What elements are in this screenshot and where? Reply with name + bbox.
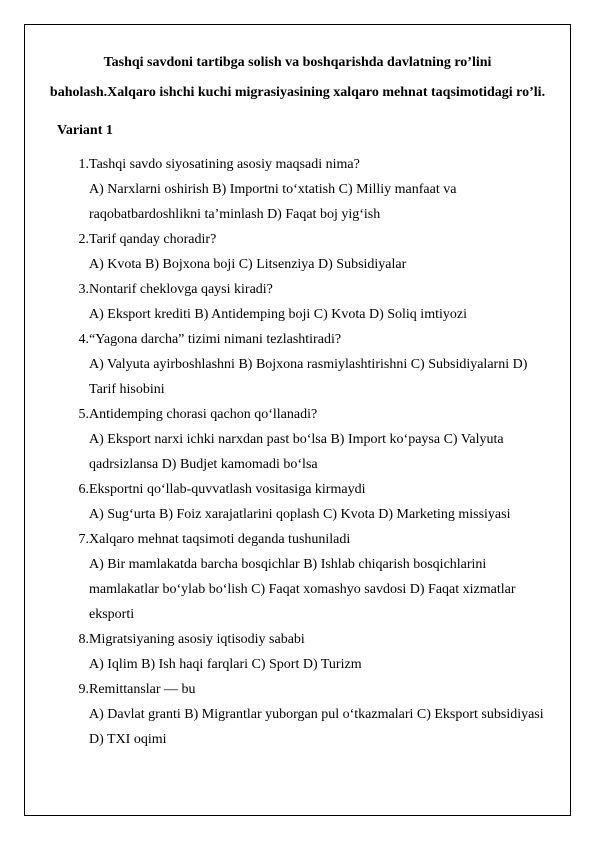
answer-options: A) Eksport krediti B) Antidemping boji C) Kvota D) Soliq imtiyozi — [89, 307, 467, 322]
question-text: Tarif qanday choradir? — [89, 232, 217, 247]
question-text: Nontarif cheklovga qaysi kiradi? — [89, 282, 273, 297]
answer-options: A) Narxlarni oshirish B) Importni to‘xtatish C) Milliy manfaat va — [89, 182, 457, 197]
question-text: Migratsiyaning asosiy iqtisodiy sababi — [89, 632, 305, 647]
answer-options: eksporti — [89, 607, 135, 622]
question-number: 8. — [78, 632, 89, 647]
answer-options: A) Bir mamlakatda barcha bosqichlar B) Ishlab chiqarish bosqichlarini — [89, 557, 487, 572]
question-number: 3. — [78, 282, 89, 297]
document-title-line-1: Tashqi savdoni tartibga solish va boshqarishda davlatning ro’lini — [103, 55, 492, 70]
question-text: Xalqaro mehnat taqsimoti deganda tushuniladi — [89, 532, 351, 547]
document-page — [24, 24, 571, 816]
answer-options: mamlakatlar bo‘ylab bo‘lish C) Faqat xomashyo savdosi D) Faqat xizmatlar — [89, 582, 516, 597]
question-number: 1. — [78, 157, 89, 172]
question-number: 6. — [78, 482, 89, 497]
question-number: 7. — [78, 532, 89, 547]
question-number: 5. — [78, 407, 89, 422]
question-text: Remittanslar — bu — [89, 682, 196, 697]
answer-options: D) TXI oqimi — [89, 732, 167, 747]
document-title-line-2: baholash.Xalqaro ishchi kuchi migrasiyasining xalqaro mehnat taqsimotidagi ro’li. — [49, 85, 546, 100]
answer-options: A) Valyuta ayirboshlashni B) Bojxona rasmiylashtirishni C) Subsidiyalarni D) — [89, 357, 528, 372]
answer-options: A) Sug‘urta B) Foiz xarajatlarini qoplash C) Kvota D) Marketing missiyasi — [89, 507, 511, 522]
question-number: 2. — [78, 232, 89, 247]
question-text: Antidemping chorasi qachon qo‘llanadi? — [89, 407, 318, 422]
answer-options: A) Kvota B) Bojxona boji C) Litsenziya D) Subsidiyalar — [89, 257, 407, 272]
answer-options: raqobatbardoshlikni ta’minlash D) Faqat boj yig‘ish — [89, 207, 381, 222]
answer-options: A) Iqlim B) Ish haqi farqlari C) Sport D) Turizm — [89, 657, 362, 672]
question-number: 9. — [78, 682, 89, 697]
answer-options: A) Davlat granti B) Migrantlar yuborgan pul o‘tkazmalari C) Eksport subsidiyasi — [89, 707, 544, 722]
answer-options: Tarif hisobini — [89, 382, 165, 397]
question-text: “Yagona darcha” tizimi nimani tezlashtiradi? — [89, 332, 342, 347]
question-number: 4. — [78, 332, 89, 347]
question-text: Tashqi savdo siyosatining asosiy maqsadi nima? — [89, 157, 360, 172]
question-text: Eksportni qo‘llab-quvvatlash vositasiga kirmaydi — [89, 482, 366, 497]
answer-options: qadrsizlansa D) Budjet kamomadi bo‘lsa — [89, 457, 318, 472]
answer-options: A) Eksport narxi ichki narxdan past bo‘lsa B) Import ko‘paysa C) Valyuta — [89, 432, 504, 447]
variant-heading: Variant 1 — [57, 123, 113, 138]
